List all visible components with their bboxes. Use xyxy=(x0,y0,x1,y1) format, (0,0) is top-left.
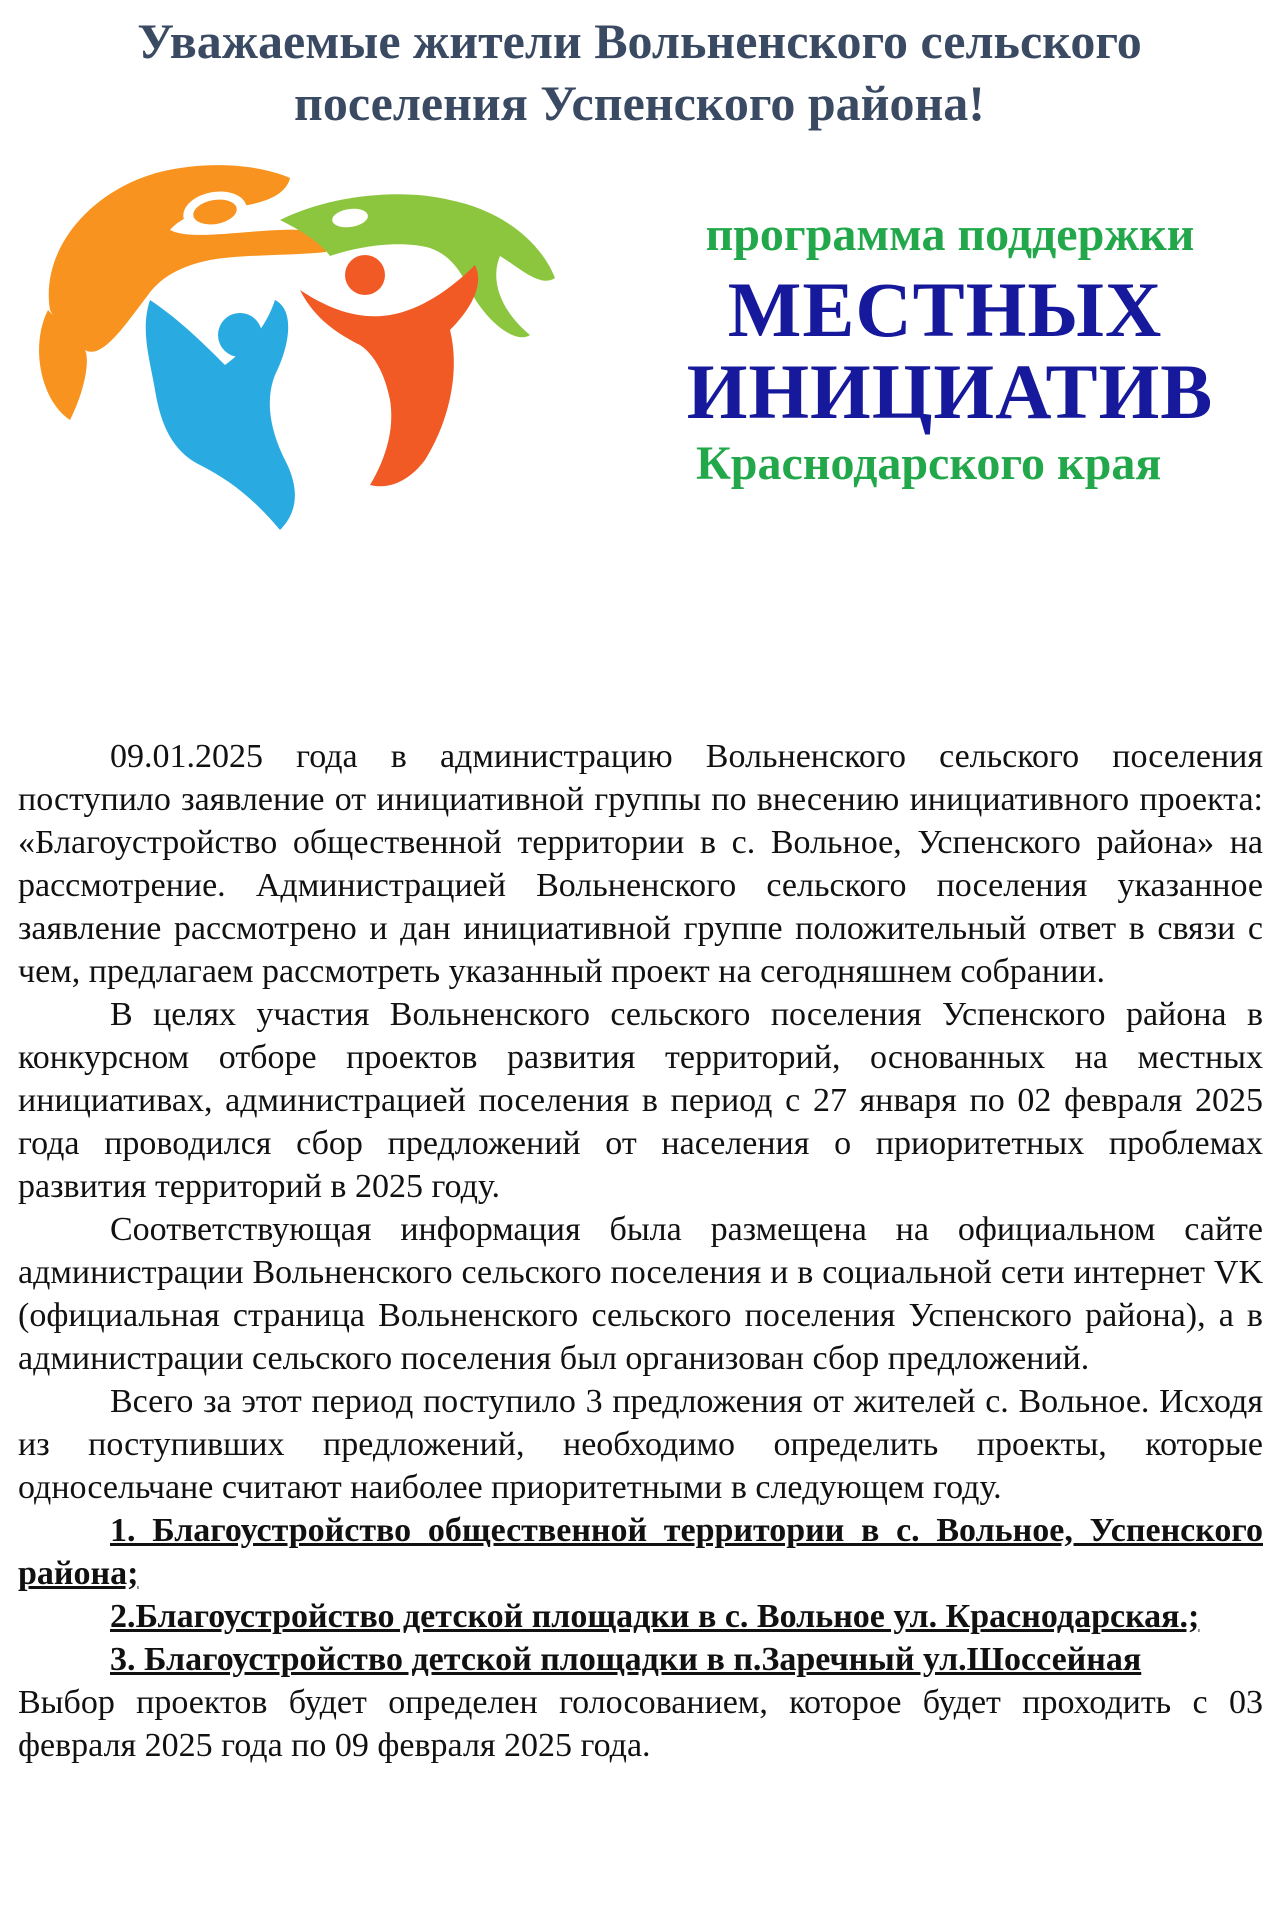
logo-blue-figure xyxy=(146,300,295,530)
paragraph-3: Соответствующая информация была размещена на официальном сайте администрации Вольненского сельского поселения и в социальной сети интернет VK (официальная страница Вольненского сельского поселения Успенского района), а в администрации сельского поселения был организован сбор предложений. xyxy=(18,1211,1263,1377)
people-circle-logo-graphic xyxy=(30,160,600,560)
page-title xyxy=(0,10,1279,134)
closing-paragraph: Выбор проектов будет определен голосованием, которое будет проходить с 03 февраля 2025 года по 09 февраля 2025 года. xyxy=(18,1684,1263,1764)
title-line-2: поселения Успенского района! xyxy=(294,75,985,131)
program-line-3: ИНИЦИАТИВ xyxy=(686,348,1214,435)
project-item-1: 1. Благоустройство общественной территории в с. Вольное, Успенского района; xyxy=(18,1512,1263,1592)
program-line-1: программа поддержки xyxy=(705,208,1195,261)
announcement-body xyxy=(18,735,1263,1767)
program-line-4: Краснодарского края xyxy=(696,437,1162,490)
paragraph-1: 09.01.2025 года в администрацию Вольненского сельского поселения поступило заявление от инициативной группы по внесению инициативного проекта: «Благоустройство общественной территории в с. Вольное, Успенского района» на рассмотрение. Администрацией Вольненского сельского поселения указанное заявление рассмотрено и дан инициативной группе положительный ответ в связи с чем, предлагаем рассмотреть указанный проект на сегодняшнем собрании. xyxy=(18,738,1263,990)
program-line-2: МЕСТНЫХ xyxy=(727,266,1163,353)
project-item-3: 3. Благоустройство детской площадки в п.Заречный ул.Шоссейная xyxy=(110,1641,1142,1678)
people-circle-logo xyxy=(30,160,600,560)
title-line-1: Уважаемые жители Вольненского сельского xyxy=(137,13,1142,69)
logo-red-figure xyxy=(300,255,478,486)
program-heading xyxy=(640,205,1279,495)
project-item-2: 2.Благоустройство детской площадки в с. Вольное ул. Краснодарская.; xyxy=(110,1598,1200,1635)
paragraph-4: Всего за этот период поступило 3 предложения от жителей с. Вольное. Исходя из поступивших предложений, необходимо определить проекты, которые односельчане считают наиболее приоритетными в следующем году. xyxy=(18,1383,1263,1506)
paragraph-2: В целях участия Вольненского сельского поселения Успенского района в конкурсном отборе проектов развития территорий, основанных на местных инициативах, администрацией поселения в период с 27 января по 02 февраля 2025 года проводился сбор предложений от населения о приоритетных проблемах развития территорий в 2025 году. xyxy=(18,996,1263,1205)
